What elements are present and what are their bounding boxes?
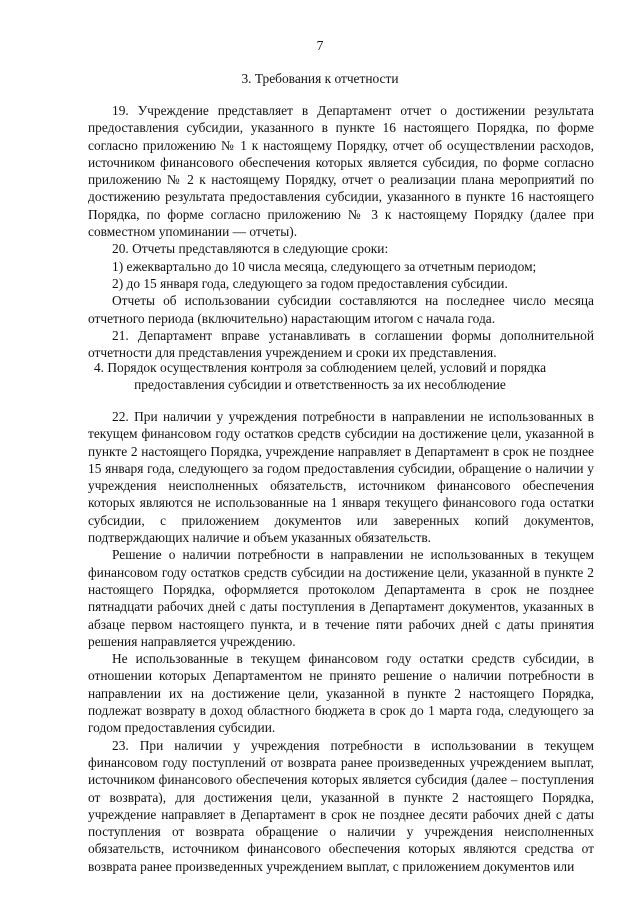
section-3-body bbox=[88, 102, 594, 361]
section-4-title-line-2: предоставления субсидии и ответственность за их несоблюдение bbox=[134, 377, 506, 393]
section-4-body bbox=[88, 408, 594, 875]
paragraph-20-item-1: 1) ежеквартально до 10 числа месяца, следующего за отчетным периодом; bbox=[112, 258, 537, 274]
page-number: 7 bbox=[316, 38, 324, 53]
paragraph-20-note: Отчеты об использовании субсидии составляются на последнее число месяца отчетного периода (включительно) нарастающим итогом с начала года. bbox=[88, 293, 594, 326]
paragraph-21: 21. Департамент вправе устанавливать в соглашении формы дополнительной отчетности для представления учреждением и сроки их представления. bbox=[88, 327, 594, 361]
section-4-title bbox=[0, 359, 640, 394]
paragraph-19: 19. Учреждение представляет в Департамент отчет о достижении результата предоставления субсидии, указанного в пункте 16 настоящего Порядка, по форме согласно приложению № 1 к настоящему Порядку, отчет об осуществлении расходов, источником финансового обеспечения которых является субсидия, по форме согласно приложению № 2 к настоящему Порядку, отчет о реализации плана мероприятий по достижению результата предоставления субсидии, указанного в пункте 16 настоящего Порядка, по форме согласно приложению № 3 к настоящему Порядку (далее при совместном упоминании — отчеты). bbox=[88, 103, 594, 240]
section-3-title: 3. Требования к отчетности bbox=[241, 71, 399, 86]
paragraph-22-decision: Решение о наличии потребности в направлении не использованных в текущем финансовом году остатков средств субсидии на достижение цели, указанной в пункте 2 настоящего Порядка, оформляется протоколом Департамента в срок не позднее пятнадцати рабочих дней с даты поступления в Департамент документов, указанных в абзаце первом настоящего пункта, и в течение пяти рабочих дней с даты принятия решения направляется учреждению. bbox=[88, 547, 594, 649]
section-4-title-line-1: 4. Порядок осуществления контроля за соблюдением целей, условий и порядка bbox=[93, 360, 547, 375]
paragraph-22: 22. При наличии у учреждения потребности в направлении не использованных в текущем финансовом году остатков средств субсидии на достижение цели, указанной в пункте 2 настоящего Порядка, учреждение направляет в Департамент в срок не позднее 15 января года, следующего за годом предоставления субсидии, обращение о наличии у учреждения неисполненных обязательств, источником финансового обеспечения которых являются не использованные на 1 января текущего финансового года остатки субсидии, с приложением документов или заверенных копий документов, подтверждающих наличие и объем указанных обязательств. bbox=[88, 409, 594, 546]
paragraph-22-unused: Не использованные в текущем финансовом году остатки средств субсидии, в отношении которых Департаментом не принято решение о наличии потребности в направлении их на достижение цели, указанной в пункте 2 настоящего Порядка, подлежат возврату в доход областного бюджета в срок до 1 марта года, следующего за годом предоставления субсидии. bbox=[88, 651, 594, 736]
paragraph-23: 23. При наличии у учреждения потребности в использовании в текущем финансовом году поступлений от возврата ранее произведенных учреждением выплат, источником финансового обеспечения которых является субсидия (далее – поступления от возврата), для достижения цели, указанной в пункте 2 настоящего Порядка, учреждение направляет в Департамент в срок не позднее десяти рабочих дней с даты поступления от возврата обращение о наличии у учреждения неисполненных обязательств, источником финансового обеспечения которых являются средства от возврата ранее произведенных учреждением выплат, с приложением документов или bbox=[88, 737, 594, 874]
paragraph-20: 20. Отчеты представляются в следующие сроки: bbox=[112, 241, 389, 257]
paragraph-20-item-2: 2) до 15 января года, следующего за годом предоставления субсидии. bbox=[112, 275, 508, 291]
